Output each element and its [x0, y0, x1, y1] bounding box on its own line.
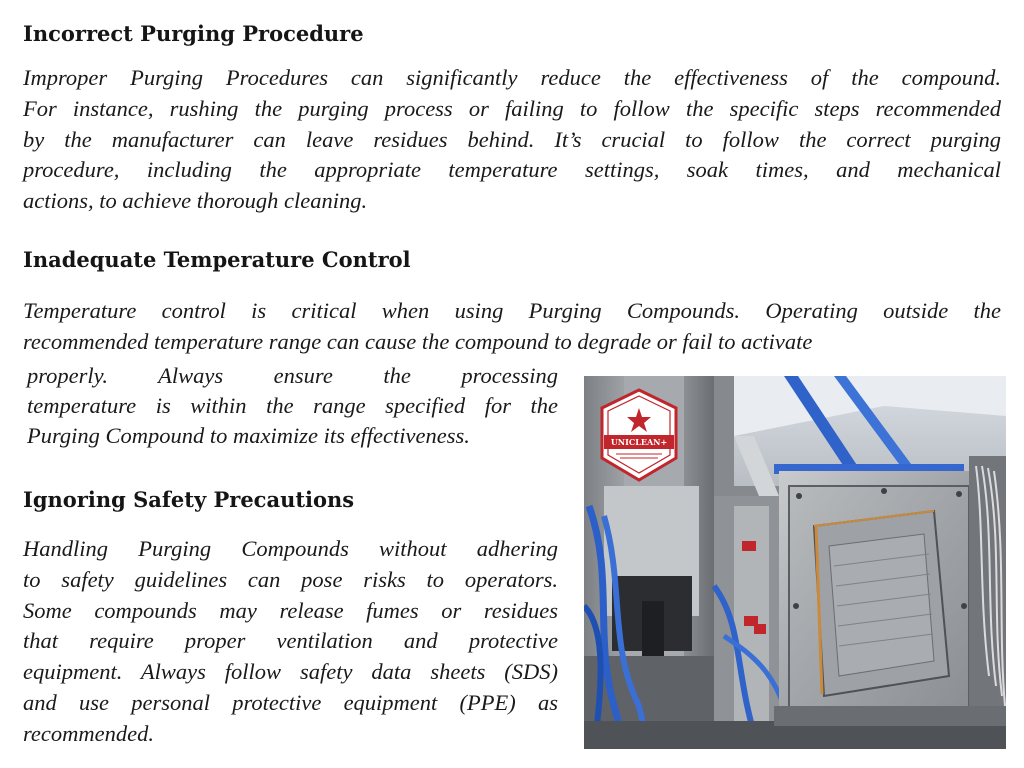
paragraph-line: and use personal protective equipment (PPE) as	[23, 689, 558, 715]
paragraph-temperature	[23, 296, 1001, 358]
paragraph-line: Some compounds may release fumes or residues	[23, 597, 558, 623]
paragraph-line: to safety guidelines can pose risks to operators.	[23, 566, 558, 592]
paragraph-line: actions, to achieve thorough cleaning.	[23, 188, 368, 214]
paragraph-line: recommended.	[23, 720, 154, 746]
paragraph-line: procedure, including the appropriate temperature settings, soak times, and mechanical	[23, 157, 1001, 183]
paragraph-safety	[23, 534, 558, 750]
paragraph-purging	[23, 63, 1001, 217]
section-heading-temperature: Inadequate Temperature Control	[23, 247, 411, 272]
paragraph-temperature-continued	[27, 361, 558, 451]
paragraph-line: that require proper ventilation and protective	[23, 628, 558, 654]
section-heading-safety: Ignoring Safety Precautions	[23, 487, 355, 512]
paragraph-line: Purging Compound to maximize its effectiveness.	[27, 423, 470, 448]
paragraph-line: For instance, rushing the purging process or failing to follow the specific steps recommended	[23, 95, 1001, 121]
paragraph-line: Improper Purging Procedures can significantly reduce the effectiveness of the compound.	[23, 65, 1001, 90]
paragraph-line: Temperature control is critical when using Purging Compounds. Operating outside the	[23, 298, 1001, 323]
paragraph-line: temperature is within the range specified for the	[27, 393, 558, 418]
uniclean-logo	[598, 388, 680, 482]
paragraph-line: properly. Always ensure the processing	[27, 363, 558, 388]
injection-molding-machine-photo	[584, 376, 1006, 749]
paragraph-line: equipment. Always follow safety data sheets (SDS)	[23, 659, 558, 685]
paragraph-line: by the manufacturer can leave residues behind. It’s crucial to follow the correct purging	[23, 126, 1001, 152]
section-heading-purging: Incorrect Purging Procedure	[23, 21, 364, 46]
logo-text: UNICLEAN+	[610, 437, 668, 447]
paragraph-line: Handling Purging Compounds without adhering	[23, 536, 558, 561]
paragraph-line: recommended temperature range can cause the compound to degrade or fail to activate	[23, 328, 813, 354]
